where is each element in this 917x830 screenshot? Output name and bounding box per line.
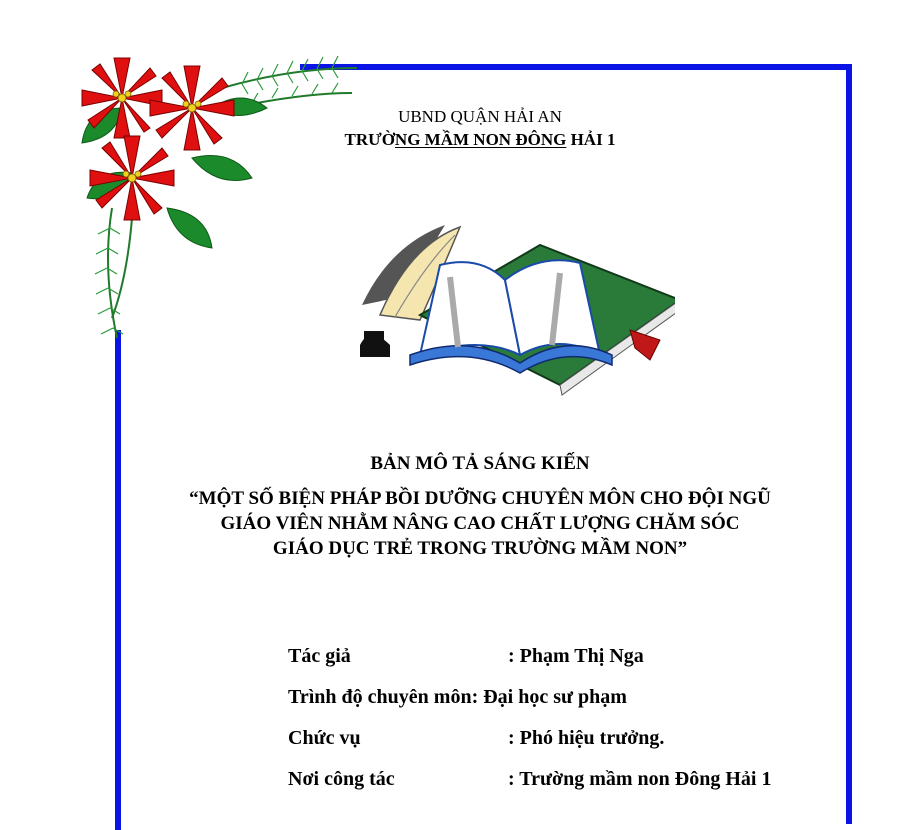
level-label: Trình độ chuyên môn: <box>288 686 479 708</box>
district-name: UBND QUẬN HẢI AN <box>398 107 562 126</box>
school-name-underlined: NG MẦM NON ĐÔNG <box>394 130 567 149</box>
document-heading: BẢN MÔ TẢ SÁNG KIẾN <box>370 453 590 474</box>
workplace-label: Nơi công tác <box>288 768 395 790</box>
initiative-title-line: “MỘT SỐ BIỆN PHÁP BỒI DƯỠNG CHUYÊN MÔN CHO ĐỘI NGŨ <box>189 488 771 509</box>
info-row-workplace <box>288 768 772 809</box>
initiative-title-line: GIÁO VIÊN NHẰM NÂNG CAO CHẤT LƯỢNG CHĂM SÓC <box>220 513 740 534</box>
school-name <box>300 128 660 152</box>
school-name-end: HẢI 1 <box>566 130 616 149</box>
border-left <box>115 330 121 830</box>
info-row-position <box>288 727 665 768</box>
book-quill-icon <box>350 205 675 400</box>
position-value: : Phó hiệu trưởng. <box>508 727 665 749</box>
border-top <box>300 64 852 70</box>
workplace-value: : Trường mầm non Đông Hải 1 <box>508 768 772 790</box>
info-row-author <box>288 645 644 686</box>
border-right <box>846 64 852 824</box>
author-value: : Phạm Thị Nga <box>508 645 644 667</box>
position-label: Chức vụ <box>288 727 361 749</box>
initiative-title <box>120 486 840 561</box>
poinsettia-corner-icon <box>72 48 362 348</box>
school-header <box>300 106 660 152</box>
info-row-level <box>288 686 627 727</box>
initiative-title-line: GIÁO DỤC TRẺ TRONG TRƯỜNG MẦM NON” <box>272 538 688 559</box>
author-info <box>288 645 772 809</box>
document-title <box>120 452 840 561</box>
level-value: Đại học sư phạm <box>478 686 627 708</box>
author-label: Tác giả <box>288 645 351 667</box>
school-name-part: TRƯỜ <box>344 130 395 149</box>
